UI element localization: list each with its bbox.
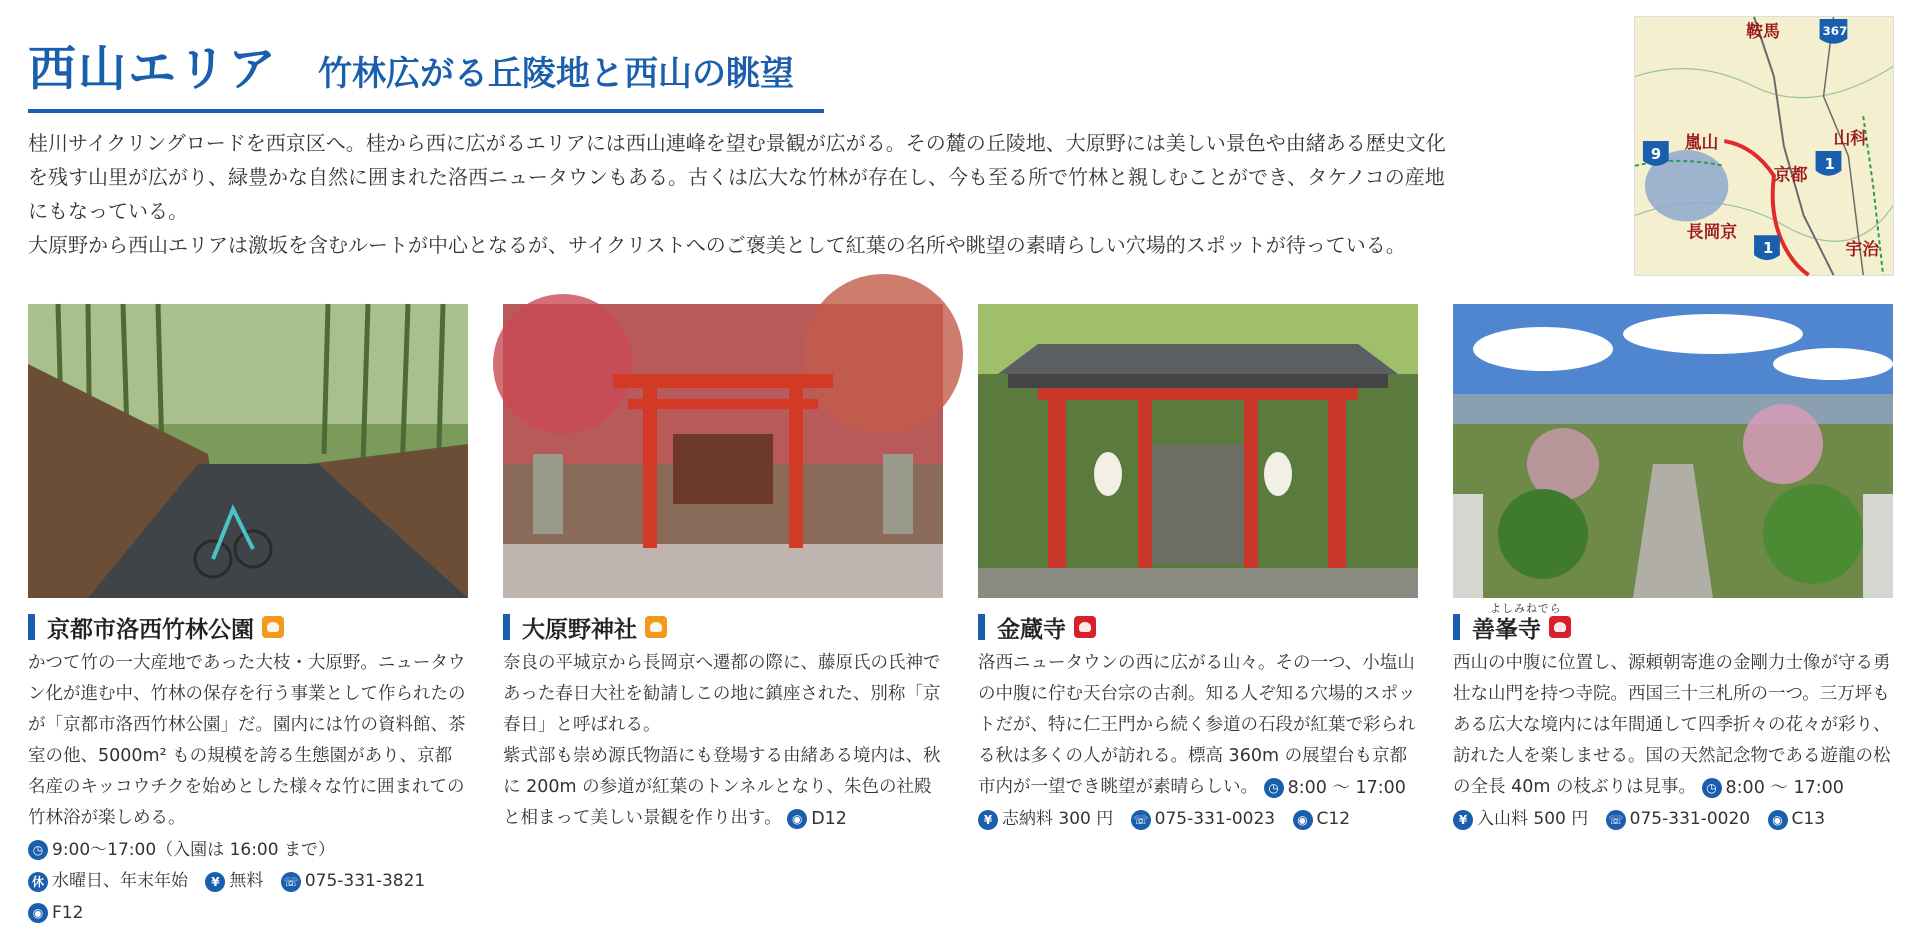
grid-info: ◉ F12 [28,898,83,929]
intro-paragraph-1: 桂川サイクリングロードを西京区へ。桂から西に広がるエリアには西山連峰を望む景観が広がる。その麓の丘陵地、大原野には美しい景色や由緒ある歴史文化を残す山里が広がり、緑豊かな自然に囲まれた洛西ニュータウンもある。古くは広大な竹林が存在し、今も至る所で竹林と親しむことができ、タケノコの産地にもなっている。 [28,131,1446,223]
route-shield-9 [1643,141,1669,166]
cycling-difficulty-icon [645,616,667,638]
spot-info [28,834,468,929]
card-heading [978,608,1418,646]
grid-info: ◉ D12 [787,804,847,835]
bamboo-forest-photo [28,304,468,598]
phone-icon: ☏ [1131,810,1151,830]
spot-name-reading: よしみねでら [1490,602,1562,615]
fee-info: ¥ 入山料 500 円 [1453,804,1588,835]
clock-icon: ◷ [28,840,48,860]
temple-view-photo [1453,304,1893,598]
route-shield-367 [1820,19,1848,44]
spot-info [1453,804,1893,836]
fee-info: ¥ 志納料 300 円 [978,804,1113,835]
map-pin-icon: ◉ [1293,810,1313,830]
spot-description: 洛西ニュータウンの西に広がる山々。その一つ、小塩山の中腹に佇む天台宗の古刹。知る人ぞ知る穴場的スポットだが、特に仁王門から続く参道の石段が紅葉で彩られる秋は多くの人が訪れる。標高 360m の展望台も京都市内が一望でき眺望が素晴らしい。 ◷ 8:00 ～ 17:00 [978,648,1418,804]
svg-text:367: 367 [1822,23,1848,38]
card-heading [28,608,468,646]
map-label-nagaokakyo: 長岡京 [1686,221,1738,242]
svg-text:1: 1 [1763,239,1774,258]
hours-info: ◷ 8:00 ～ 17:00 [1264,773,1406,804]
map-label-uji: 宇治 [1845,239,1880,260]
area-map [1634,16,1894,276]
route-shield-1-north [1816,151,1842,176]
grid-info: ◉ C12 [1293,804,1351,835]
clock-icon: ◷ [1264,778,1284,798]
intro-text [28,126,1448,262]
spot-cards [28,304,1893,929]
hours-info: ◷ 9:00～17:00（入園は 16:00 まで） [28,835,335,866]
page-title: 西山エリア [28,41,279,97]
closed-icon: 休 [28,872,48,892]
fee-info: ¥ 無料 [205,866,263,897]
area-map-graphic [1635,17,1893,275]
tel-info: ☏ 075-331-0020 [1606,804,1750,835]
map-label-yamashina: 山科 [1833,128,1868,149]
map-label-arashiyama: 嵐山 [1684,131,1719,152]
spot-description: かつて竹の一大産地であった大枝・大原野。ニュータウン化が進む中、竹林の保存を行う事業として作られたのが「京都市洛西竹林公園」だ。園内には竹の資料館、茶室の他、5000m² もの規模を誇る生態園があり、京都名産のキッコウチクを始めとした様々な竹に囲まれての竹林浴が楽しめる。 [28,653,466,828]
tel-info: ☏ 075-331-0023 [1131,804,1275,835]
phone-icon: ☏ [281,872,301,892]
route-shield-1-south [1754,235,1780,260]
page-subtitle: 竹林広がる丘陵地と西山の眺望 [318,54,795,94]
grid-info: ◉ C13 [1768,804,1826,835]
spot-card-yoshiminedera [1453,304,1893,929]
clock-icon: ◷ [1702,778,1722,798]
spot-name: 京都市洛西竹林公園 [47,616,254,643]
card-heading [1453,602,1893,646]
spot-info [978,804,1418,836]
yen-icon: ¥ [205,872,225,892]
title-row [28,30,824,113]
spot-description: 西山の中腹に位置し、源頼朝寄進の金剛力士像が守る勇壮な山門を持つ寺院。西国三十三札所の一つ。三万坪もある広大な境内には年間通して四季折々の花々が彩り、訪れた人を楽しませる。国の天然記念物である遊龍の松の全長 40m の枝ぶりは見事。 ◷ 8:00 ～ 17:00 [1453,648,1893,804]
hours-info: ◷ 8:00 ～ 17:00 [1702,773,1844,804]
temple-gate-photo [978,304,1418,598]
map-pin-icon: ◉ [1768,810,1788,830]
svg-text:9: 9 [1650,144,1662,163]
map-label-kurama: 鞍馬 [1746,20,1780,41]
tel-info: ☏ 075-331-3821 [281,866,425,897]
spot-name: 善峯寺 [1472,616,1541,643]
spot-card-konzoji [978,304,1418,929]
phone-icon: ☏ [1606,810,1626,830]
map-pin-icon: ◉ [28,903,48,923]
intro-paragraph-2: 大原野から西山エリアは激坂を含むルートが中心となるが、サイクリストへのご褒美として紅葉の名所や眺望の素晴らしい穴場的スポットが待っている。 [28,233,1406,257]
map-pin-icon: ◉ [787,809,807,829]
area-header [28,30,824,113]
cycling-difficulty-icon [262,616,284,638]
spot-name: 大原野神社 [522,616,637,643]
shrine-torii-photo [503,304,943,598]
card-heading [503,608,943,646]
spot-name: 金蔵寺 [997,616,1066,643]
closed-info: 休 水曜日、年末年始 [28,866,188,897]
yen-icon: ¥ [1453,810,1473,830]
spot-description: 奈良の平城京から長岡京へ遷都の際に、藤原氏の氏神であった春日大社を勧請しこの地に鎮座された、別称「京春日」と呼ばれる。 紫式部も崇め源氏物語にも登場する由緒ある境内は、秋に 200m の参道が紅葉のトンネルとなり、朱色の社殿と相まって美しい景観を作り出す。 ◉ D12 [503,648,943,835]
cycling-difficulty-icon [1074,616,1096,638]
spot-card-bamboo-park [28,304,468,929]
spot-card-oharano-shrine [503,304,943,929]
map-label-kyoto: 京都 [1773,164,1808,185]
yen-icon: ¥ [978,810,998,830]
svg-text:1: 1 [1824,154,1835,173]
cycling-difficulty-icon [1549,616,1571,638]
